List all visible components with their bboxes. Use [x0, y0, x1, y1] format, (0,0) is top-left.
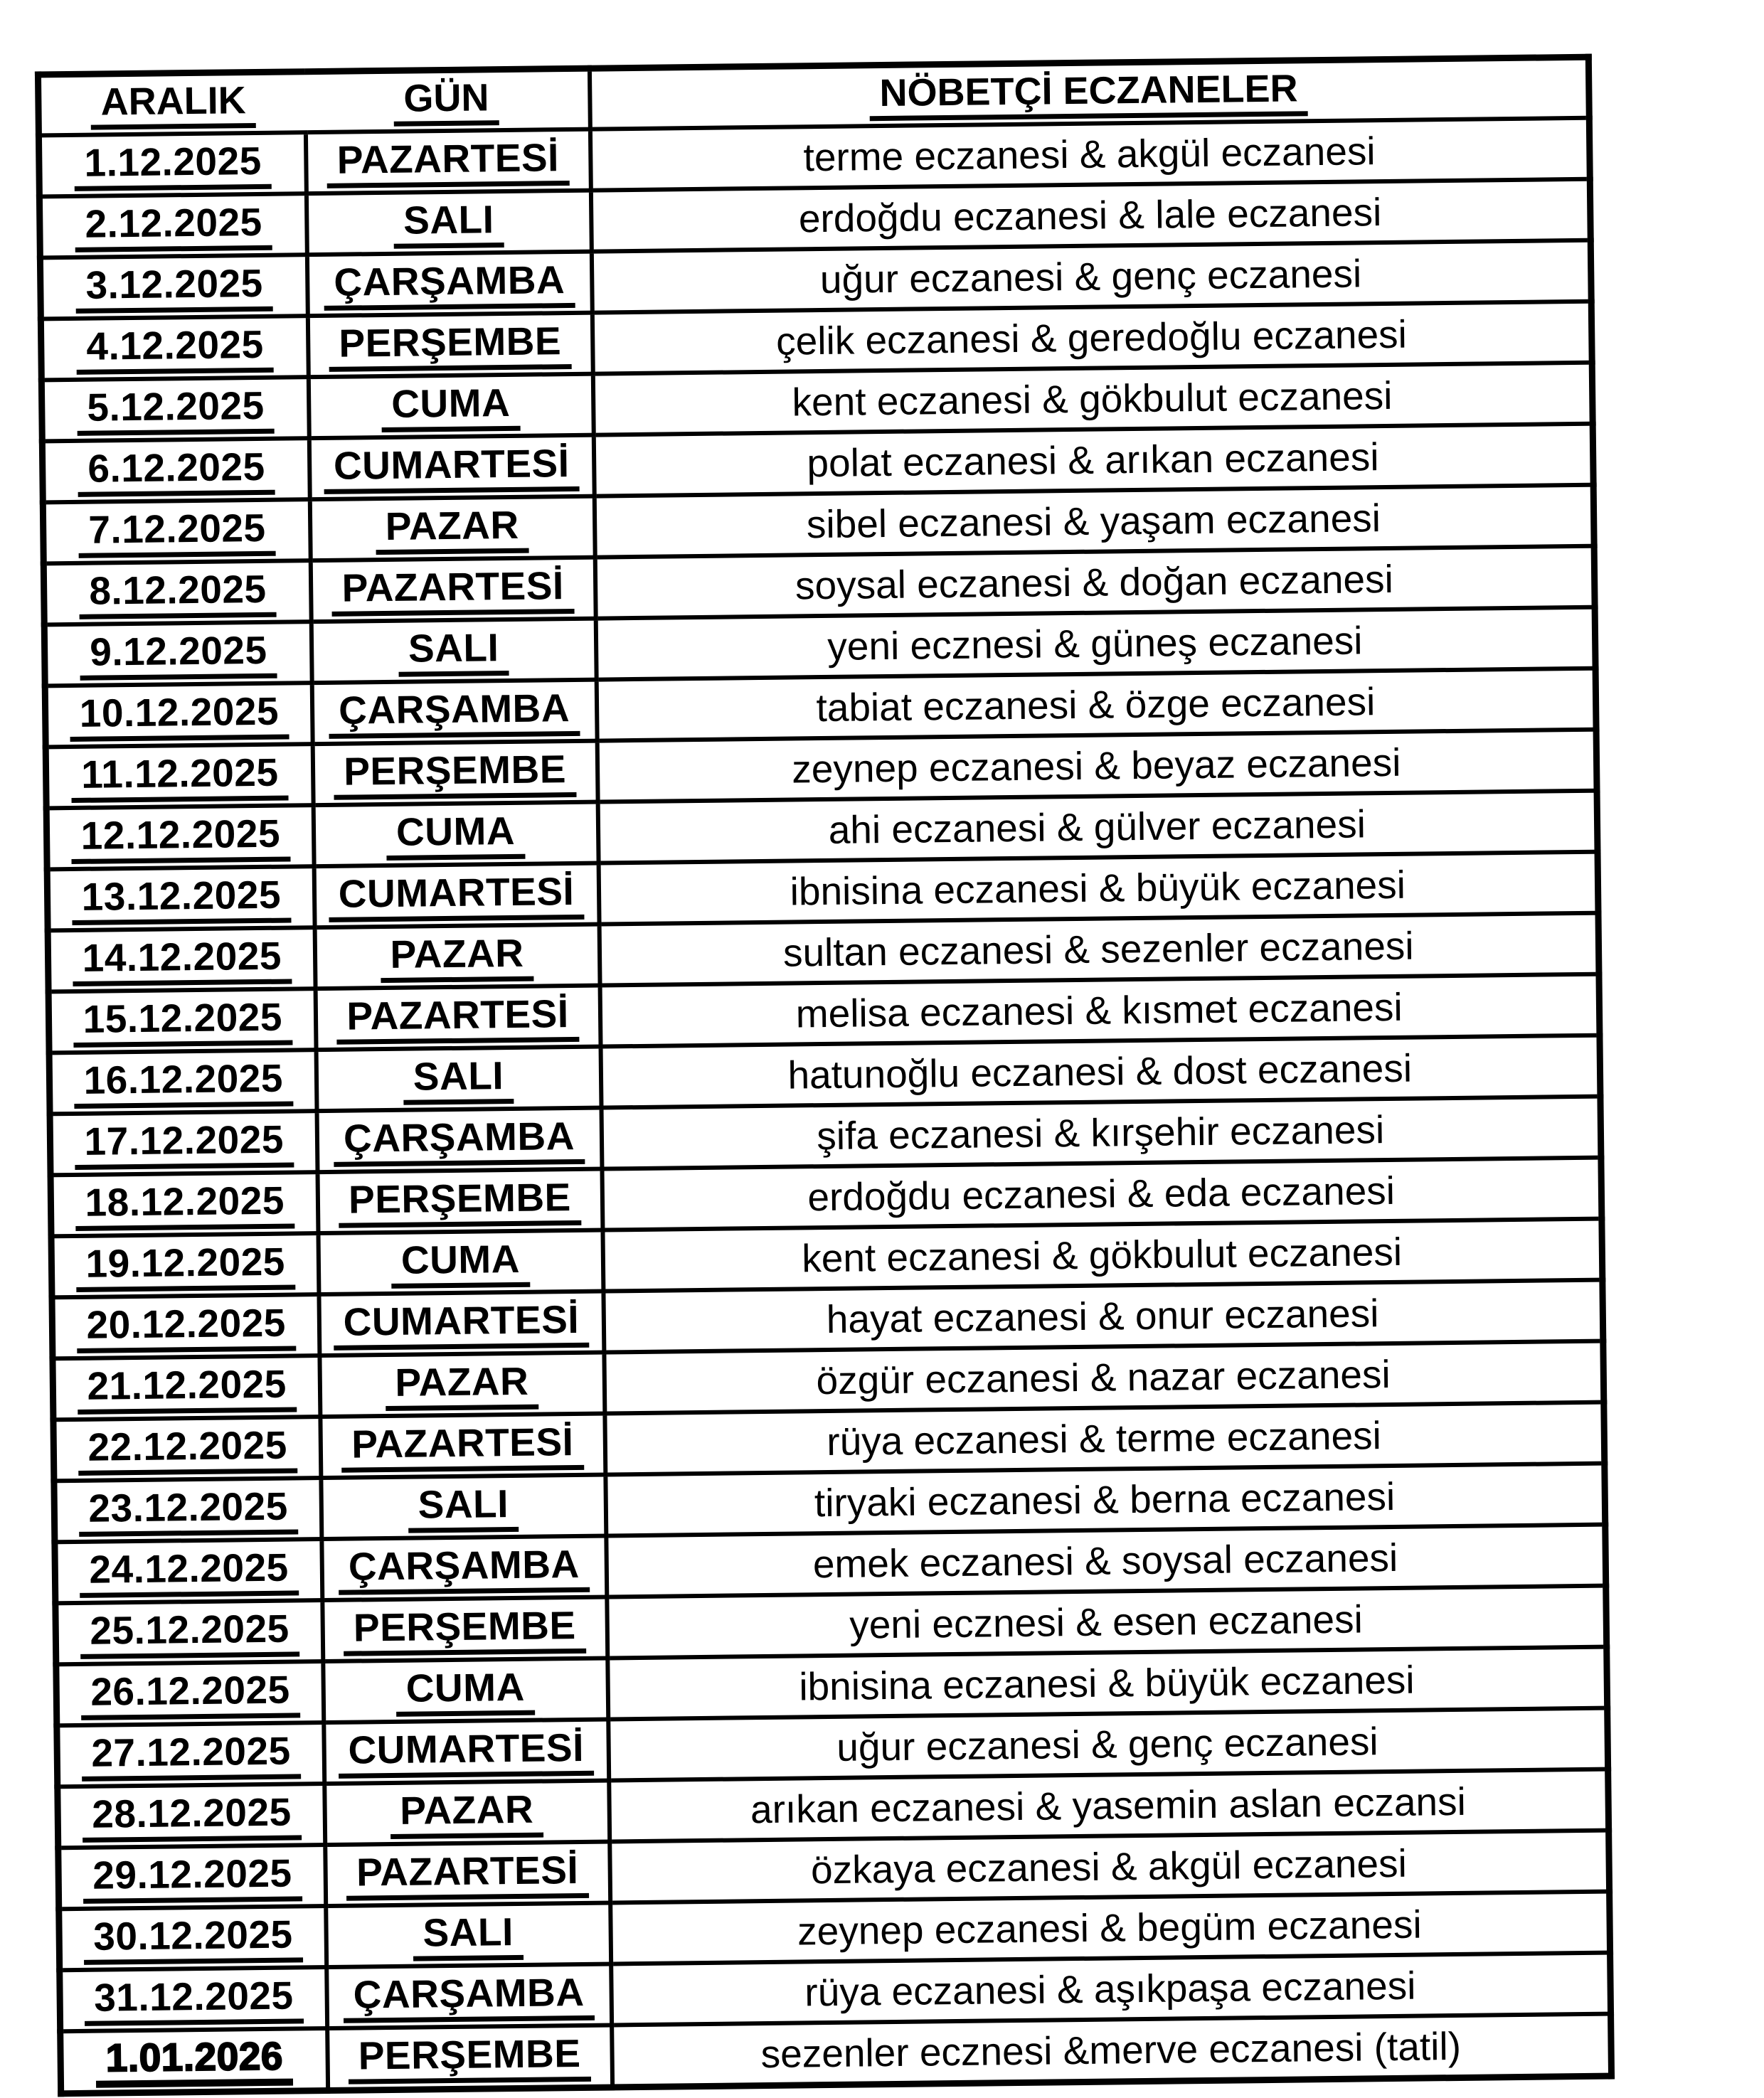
date-cell	[48, 989, 316, 1053]
pharmacy-text: kent eczanesi & gökbulut eczanesi	[792, 373, 1393, 425]
pharmacy-text: uğur eczanesi & genç eczanesi	[819, 251, 1362, 302]
pharmacy-text: yeni ecznesi & esen eczanesi	[849, 1597, 1364, 1647]
pharmacy-text: rüya eczanesi & aşıkpaşa eczanesi	[804, 1963, 1416, 2015]
pharmacy-cell	[594, 485, 1594, 558]
pharmacy-cell	[601, 1097, 1601, 1169]
day-text: CUMARTESİ	[324, 442, 580, 494]
pharmacy-text: melisa eczanesi & kısmet eczanesi	[795, 984, 1403, 1036]
day-cell	[319, 1292, 604, 1356]
day-cell	[314, 925, 600, 989]
pharmacy-cell	[597, 730, 1597, 802]
date-cell	[46, 805, 314, 869]
date-cell	[44, 622, 312, 686]
date-cell	[56, 1661, 324, 1725]
date-cell	[40, 255, 307, 319]
date-cell	[43, 560, 311, 624]
pharmacy-text: özgür eczanesi & nazar eczanesi	[816, 1352, 1391, 1403]
day-cell	[324, 1720, 609, 1784]
column-header-pharmacies-label: NÖBETÇİ ECZANELER	[869, 67, 1308, 121]
day-cell	[324, 1781, 610, 1846]
column-header-day	[304, 68, 590, 132]
date-text: 5.12.2025	[77, 384, 275, 436]
day-text: SALI	[408, 1482, 519, 1533]
column-header-month-label: ARALIK	[90, 79, 256, 129]
day-cell	[323, 1658, 608, 1723]
date-cell	[57, 1722, 324, 1787]
pharmacy-cell	[592, 302, 1592, 374]
pharmacy-cell	[602, 1219, 1603, 1292]
day-cell	[306, 191, 591, 255]
date-text: 12.12.2025	[70, 812, 290, 864]
date-text: 14.12.2025	[72, 934, 292, 986]
pharmacy-cell	[600, 1035, 1600, 1108]
date-text: 4.12.2025	[76, 323, 274, 375]
pharmacy-cell	[590, 179, 1590, 252]
day-cell	[307, 252, 592, 316]
day-text: CUMA	[381, 381, 521, 432]
pharmacy-cell	[610, 1892, 1610, 1964]
pharmacy-text: sibel eczanesi & yaşam eczanesi	[806, 496, 1381, 547]
pharmacy-text: erdoğdu eczanesi & eda eczanesi	[807, 1168, 1396, 1220]
pharmacy-text: ibnisina eczanesi & büyük eczanesi	[799, 1657, 1415, 1709]
date-text: 23.12.2025	[78, 1485, 298, 1537]
table-body	[38, 118, 1611, 2094]
pharmacy-text: emek eczanesi & soysal eczanesi	[812, 1535, 1398, 1587]
pharmacy-cell	[607, 1586, 1607, 1658]
pharmacy-cell	[611, 1953, 1611, 2025]
pharmacy-text: erdoğdu eczanesi & lale eczanesi	[798, 190, 1382, 241]
date-text: 11.12.2025	[71, 751, 289, 803]
date-cell	[51, 1233, 319, 1297]
pharmacy-text: hatunoğlu eczanesi & dost eczanesi	[787, 1045, 1413, 1097]
day-text: CUMARTESİ	[333, 1298, 589, 1351]
pharmacy-text: ibnisina eczanesi & büyük eczanesi	[790, 862, 1406, 914]
day-cell	[319, 1353, 605, 1417]
duty-pharmacy-table	[35, 54, 1615, 2097]
date-cell	[45, 683, 312, 747]
date-text: 8.12.2025	[79, 568, 277, 619]
day-text: PERŞEMBE	[339, 1176, 581, 1228]
day-text: PAZARTESİ	[346, 1848, 589, 1901]
day-cell	[317, 1108, 602, 1173]
day-text: PAZAR	[375, 504, 529, 555]
day-text: PAZARTESİ	[336, 992, 579, 1045]
date-text: 20.12.2025	[76, 1301, 296, 1353]
day-cell	[309, 435, 594, 500]
date-text: 1.12.2025	[74, 139, 272, 191]
day-cell	[317, 1169, 602, 1234]
date-cell	[50, 1111, 317, 1175]
day-text: PERŞEMBE	[344, 1604, 586, 1656]
day-text: PAZARTESİ	[326, 136, 569, 188]
day-cell	[307, 313, 593, 378]
date-text: 25.12.2025	[80, 1607, 299, 1659]
day-text: PERŞEMBE	[329, 319, 571, 372]
date-text: 13.12.2025	[71, 873, 291, 925]
pharmacy-text: rüya eczanesi & terme eczanesi	[826, 1413, 1382, 1464]
day-text: PAZARTESİ	[341, 1420, 584, 1473]
date-cell	[51, 1172, 318, 1236]
date-cell	[55, 1600, 323, 1664]
column-header-pharmacies	[589, 57, 1589, 129]
date-cell	[60, 1967, 327, 2031]
date-cell	[58, 1845, 326, 1909]
pharmacy-text: polat eczanesi & arıkan eczanesi	[807, 435, 1379, 486]
day-cell	[312, 741, 597, 806]
day-cell	[322, 1536, 607, 1601]
pharmacy-cell	[600, 974, 1600, 1047]
date-text: 16.12.2025	[73, 1057, 293, 1109]
date-text: 9.12.2025	[80, 629, 277, 681]
pharmacy-cell	[593, 363, 1593, 435]
pharmacy-cell	[603, 1280, 1603, 1353]
pharmacy-text: yeni ecznesi & güneş eczanesi	[827, 618, 1363, 669]
day-cell	[312, 680, 597, 745]
date-cell	[55, 1539, 322, 1603]
pharmacy-cell	[598, 852, 1598, 925]
date-cell	[48, 927, 315, 991]
day-cell	[314, 863, 599, 928]
date-cell	[43, 499, 310, 563]
date-text: 24.12.2025	[79, 1546, 299, 1598]
pharmacy-cell	[609, 1769, 1609, 1842]
day-cell	[316, 1047, 601, 1112]
day-cell	[313, 802, 598, 867]
day-cell	[322, 1597, 607, 1662]
day-text: ÇARŞAMBA	[329, 686, 580, 739]
day-cell	[315, 986, 600, 1050]
date-text: 22.12.2025	[78, 1424, 297, 1476]
date-cell	[60, 2028, 328, 2094]
day-cell	[321, 1475, 606, 1540]
date-text: 21.12.2025	[77, 1363, 297, 1415]
pharmacy-text: çelik eczanesi & geredoğlu eczanesi	[775, 311, 1408, 363]
date-cell	[49, 1050, 317, 1114]
day-cell	[318, 1230, 603, 1295]
day-text: CUMARTESİ	[338, 1726, 594, 1779]
date-text: 2.12.2025	[75, 201, 272, 252]
pharmacy-text: tiryaki eczanesi & berna eczanesi	[814, 1474, 1396, 1525]
pharmacy-cell	[595, 607, 1595, 680]
day-text: SALI	[398, 626, 509, 677]
day-text: PAZAR	[390, 1788, 544, 1839]
date-text: 26.12.2025	[80, 1668, 300, 1720]
pharmacy-text: özkaya eczanesi & akgül eczanesi	[810, 1841, 1408, 1892]
pharmacy-text: kent eczanesi & gökbulut eczanesi	[801, 1229, 1403, 1281]
date-cell	[54, 1478, 322, 1542]
day-cell	[305, 129, 590, 194]
column-header-day-label: GÜN	[393, 76, 499, 126]
day-text: PAZAR	[380, 932, 534, 983]
pharmacy-text: terme eczanesi & akgül eczanesi	[803, 129, 1376, 180]
date-text: 31.12.2025	[84, 1974, 304, 2026]
pharmacy-text: şifa eczanesi & kırşehir eczanesi	[816, 1107, 1385, 1159]
date-cell	[42, 438, 309, 502]
pharmacy-cell	[606, 1525, 1606, 1597]
date-text: 29.12.2025	[83, 1852, 302, 1904]
pharmacy-cell	[596, 669, 1596, 741]
day-cell	[311, 619, 596, 683]
date-text: 19.12.2025	[75, 1240, 295, 1292]
pharmacy-cell	[602, 1158, 1602, 1230]
day-cell	[310, 558, 595, 622]
day-text: ÇARŞAMBA	[334, 1114, 585, 1167]
pharmacy-cell	[608, 1708, 1608, 1781]
day-text: SALI	[393, 198, 504, 249]
date-cell	[58, 1784, 325, 1848]
pharmacy-cell	[604, 1341, 1604, 1414]
day-cell	[326, 1902, 611, 1967]
date-text: 18.12.2025	[75, 1179, 294, 1231]
day-cell	[309, 496, 595, 561]
pharmacy-text: uğur eczanesi & genç eczanesi	[836, 1719, 1378, 1769]
date-text: 30.12.2025	[83, 1913, 303, 1965]
day-text: PERŞEMBE	[334, 747, 576, 800]
date-cell	[52, 1294, 319, 1358]
pharmacy-cell	[599, 913, 1599, 986]
day-cell	[326, 1964, 612, 2028]
day-cell	[325, 1842, 610, 1907]
pharmacy-cell	[612, 2014, 1612, 2087]
date-cell	[39, 193, 307, 257]
pharmacy-cell	[593, 424, 1593, 496]
date-cell	[38, 132, 306, 196]
date-text: 7.12.2025	[78, 506, 276, 558]
date-cell	[41, 377, 309, 441]
day-text: PAZAR	[385, 1360, 539, 1411]
date-cell	[53, 1417, 321, 1481]
date-cell	[53, 1356, 320, 1420]
pharmacy-text: zeynep eczanesi & begüm eczanesi	[797, 1902, 1422, 1954]
pharmacy-text: sultan eczanesi & sezenler eczanesi	[782, 923, 1414, 975]
pharmacy-cell	[591, 240, 1591, 313]
pharmacy-cell	[590, 118, 1590, 191]
day-text: CUMA	[395, 1666, 535, 1717]
day-text: PAZARTESİ	[331, 564, 574, 617]
date-cell	[47, 866, 314, 930]
date-text: 1.01.2026	[95, 2034, 293, 2088]
day-text: CUMA	[391, 1237, 531, 1289]
pharmacy-text: zeynep eczanesi & beyaz eczanesi	[791, 740, 1401, 792]
day-text: SALI	[413, 1910, 524, 1961]
pharmacy-cell	[595, 546, 1595, 619]
date-text: 15.12.2025	[73, 996, 292, 1048]
day-cell	[308, 374, 593, 439]
pharmacy-cell	[610, 1831, 1610, 1903]
date-text: 10.12.2025	[69, 690, 289, 742]
pharmacy-text: arıkan eczanesi & yasemin aslan eczansi	[750, 1779, 1467, 1832]
day-cell	[327, 2025, 612, 2090]
day-text: PERŞEMBE	[348, 2032, 590, 2084]
date-text: 6.12.2025	[78, 445, 275, 497]
date-text: 3.12.2025	[75, 262, 273, 314]
pharmacy-text: tabiat eczanesi & özge eczanesi	[816, 679, 1376, 730]
day-cell	[320, 1414, 605, 1479]
day-text: ÇARŞAMBA	[339, 1543, 590, 1595]
pharmacy-text: sezenler ecznesi &merve eczanesi (tatil)	[760, 2023, 1462, 2077]
pharmacy-cell	[597, 791, 1598, 863]
day-text: SALI	[403, 1054, 514, 1105]
date-text: 28.12.2025	[82, 1791, 302, 1843]
pharmacy-text: soysal eczanesi & doğan eczanesi	[795, 556, 1394, 608]
date-text: 27.12.2025	[81, 1730, 301, 1782]
date-cell	[46, 744, 313, 808]
pharmacy-text: ahi eczanesi & gülver eczanesi	[828, 802, 1366, 852]
date-text: 17.12.2025	[74, 1118, 294, 1170]
pharmacy-cell	[607, 1647, 1608, 1720]
date-cell	[59, 1906, 326, 1970]
day-text: CUMA	[386, 809, 526, 861]
column-header-month	[38, 72, 305, 136]
pharmacy-cell	[605, 1464, 1605, 1536]
day-text: ÇARŞAMBA	[343, 1971, 595, 2023]
date-cell	[41, 316, 308, 380]
day-text: ÇARŞAMBA	[324, 258, 575, 311]
pharmacy-cell	[605, 1402, 1605, 1475]
day-text: CUMARTESİ	[328, 870, 584, 922]
pharmacy-text: hayat eczanesi & onur eczanesi	[826, 1291, 1379, 1341]
